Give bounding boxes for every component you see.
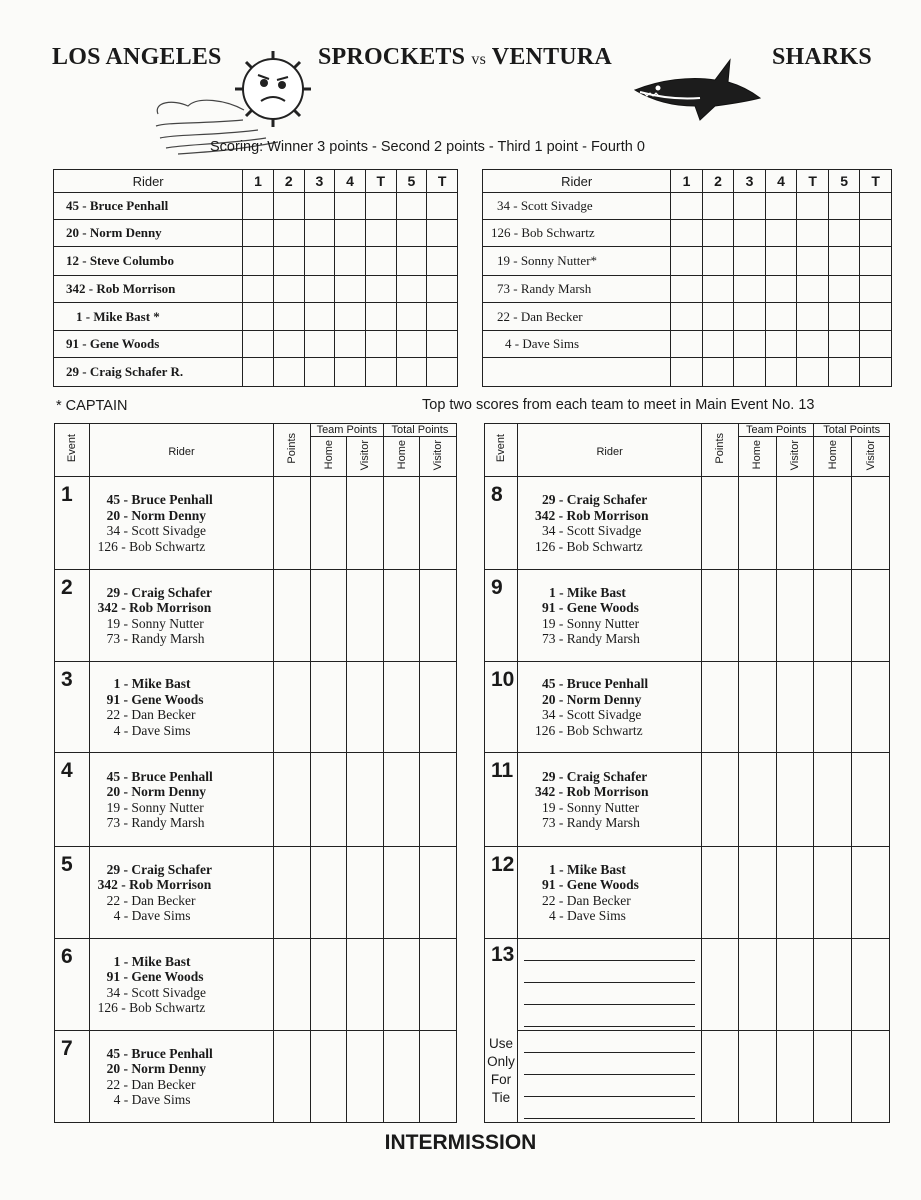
event-number: 6 <box>55 939 90 1031</box>
col-total-points: Total Points <box>814 424 890 437</box>
event-rider: 20 - Norm Denny <box>106 1061 207 1076</box>
main-event-entry-lines[interactable] <box>517 939 701 1031</box>
entry-line[interactable] <box>524 1074 695 1075</box>
event-rider: 1 - Mike Bast <box>548 584 626 600</box>
event-riders <box>89 570 274 662</box>
event-riders <box>517 662 701 753</box>
event-rider: 19 - Sonny Nutter <box>541 615 640 631</box>
col-5: 5 <box>828 170 860 193</box>
tie-note-line: Only <box>487 1054 515 1069</box>
table-row <box>483 220 892 247</box>
col-event-label: Event <box>65 434 78 463</box>
event-rider: 45 - Bruce Penhall <box>106 1045 213 1061</box>
tie-note-line: For <box>490 1072 512 1087</box>
entry-line[interactable] <box>524 1118 695 1119</box>
tie-entry-lines[interactable] <box>517 1031 701 1123</box>
event-rider: 1 - Mike Bast <box>113 676 191 691</box>
event-rider: 22 - Dan Becker <box>106 1076 196 1092</box>
event-row <box>55 1031 457 1123</box>
entry-line[interactable] <box>524 1004 695 1005</box>
event-number: 4 <box>55 753 90 847</box>
event-rider: 126 - Bob Schwartz <box>97 538 206 554</box>
rider-name: 73 - Randy Marsh <box>483 276 671 303</box>
event-rider: 29 - Craig Schafer <box>541 492 648 507</box>
event-rider: 20 - Norm Denny <box>106 784 207 799</box>
rider-name: 19 - Sonny Nutter* <box>483 247 671 276</box>
event-row <box>485 570 890 662</box>
event-number: 5 <box>55 847 90 939</box>
rider-name: 1 - Mike Bast * <box>54 303 243 331</box>
visitor-rider-scorecard <box>482 169 892 387</box>
event-rider: 91 - Gene Woods <box>106 969 204 984</box>
event-rider: 342 - Rob Morrison <box>97 600 212 615</box>
col-5: 5 <box>396 170 427 193</box>
event-row <box>55 753 457 847</box>
rider-name: 20 - Norm Denny <box>54 220 243 247</box>
event-row <box>485 847 890 939</box>
home-team-label: SPROCKETS <box>318 44 466 70</box>
col-t: T <box>797 170 829 193</box>
home-team-name <box>318 44 612 71</box>
col-total-points: Total Points <box>383 424 456 437</box>
table-row <box>54 358 458 387</box>
tie-row <box>485 1031 890 1123</box>
event-rider: 20 - Norm Denny <box>106 507 207 523</box>
table-row <box>54 220 458 247</box>
col-points-label: Points <box>286 433 299 464</box>
shark-logo-icon <box>630 58 765 124</box>
event-rider: 19 - Sonny Nutter <box>106 799 204 815</box>
event-rider: 126 - Bob Schwartz <box>534 538 643 554</box>
col-total-home-label: Home <box>395 440 408 470</box>
table-row <box>483 303 892 331</box>
event-number: 8 <box>485 477 518 570</box>
event-number: 12 <box>485 847 518 939</box>
event-rider: 34 - Scott Sivadge <box>541 707 642 722</box>
event-row <box>55 570 457 662</box>
event-number: 11 <box>485 753 518 847</box>
event-rider: 45 - Bruce Penhall <box>106 492 213 507</box>
event-rider: 45 - Bruce Penhall <box>541 676 649 691</box>
table-row <box>483 358 892 387</box>
event-riders <box>89 1031 274 1123</box>
col-total-visitor <box>420 437 457 477</box>
scoring-note: Scoring: Winner 3 points - Second 2 points - Third 1 point - Fourth 0 <box>210 139 645 155</box>
event-rider: 45 - Bruce Penhall <box>106 768 213 784</box>
event-rider: 73 - Randy Marsh <box>106 815 205 830</box>
entry-line[interactable] <box>524 960 695 961</box>
event-number: 3 <box>55 662 90 753</box>
event-rider: 34 - Scott Sivadge <box>106 984 207 1000</box>
col-1: 1 <box>243 170 274 193</box>
table-row <box>54 331 458 358</box>
rider-name: 4 - Dave Sims <box>483 331 671 358</box>
home-team-city: LOS ANGELES <box>52 44 222 70</box>
entry-line[interactable] <box>524 1096 695 1097</box>
events-table-left <box>54 423 457 1123</box>
event-number: 2 <box>55 570 90 662</box>
event-riders <box>517 847 701 939</box>
col-t: T <box>365 170 396 193</box>
col-4: 4 <box>335 170 366 193</box>
event-riders <box>89 939 274 1031</box>
table-row <box>483 331 892 358</box>
col-team-visitor <box>347 437 384 477</box>
main-event-note: Top two scores from each team to meet in Main Event No. 13 <box>422 397 815 413</box>
tie-note-line: Tie <box>491 1090 511 1105</box>
col-team-home <box>310 437 347 477</box>
event-number: 7 <box>55 1031 90 1123</box>
event-rider: 1 - Mike Bast <box>113 953 191 969</box>
event-riders <box>89 753 274 847</box>
table-row <box>54 303 458 331</box>
event-rider: 19 - Sonny Nutter <box>541 799 640 815</box>
event-rider: 19 - Sonny Nutter <box>106 615 204 631</box>
event-rider: 20 - Norm Denny <box>541 691 642 707</box>
rider-name <box>483 358 671 387</box>
event-rider: 22 - Dan Becker <box>106 892 196 908</box>
rider-name: 34 - Scott Sivadge <box>483 193 671 220</box>
event-row-13 <box>485 939 890 1031</box>
tie-note-line: Use <box>488 1036 513 1051</box>
rider-name: 22 - Dan Becker <box>483 303 671 331</box>
col-2: 2 <box>273 170 304 193</box>
col-rider: Rider <box>517 424 701 477</box>
event-rider: 34 - Scott Sivadge <box>541 523 642 538</box>
col-points <box>702 424 739 477</box>
visitor-team-city: VENTURA <box>491 44 612 70</box>
col-3: 3 <box>304 170 335 193</box>
event-rider: 342 - Rob Morrison <box>534 784 649 799</box>
rider-name: 12 - Steve Columbo <box>54 247 243 276</box>
rider-name: 126 - Bob Schwartz <box>483 220 671 247</box>
event-rider: 126 - Bob Schwartz <box>534 722 643 738</box>
col-event <box>485 424 518 477</box>
entry-line[interactable] <box>524 1026 695 1027</box>
event-row <box>485 477 890 570</box>
event-rider: 22 - Dan Becker <box>106 707 196 722</box>
rider-name: 45 - Bruce Penhall <box>54 193 243 220</box>
events-table-right <box>484 423 890 1123</box>
event-rider: 4 - Dave Sims <box>548 908 626 923</box>
event-rider: 22 - Dan Becker <box>541 892 631 908</box>
col-points <box>274 424 310 477</box>
event-rider: 91 - Gene Woods <box>541 600 639 615</box>
col-team-home-label: Home <box>751 440 764 470</box>
home-rider-scorecard <box>53 169 458 387</box>
table-row <box>483 276 892 303</box>
col-team-visitor <box>776 437 814 477</box>
event-rider: 126 - Bob Schwartz <box>97 1000 206 1015</box>
captain-note: * CAPTAIN <box>56 398 128 414</box>
col-total-home <box>814 437 852 477</box>
rider-name: 29 - Craig Schafer R. <box>54 358 243 387</box>
event-13-label: 13 <box>491 943 515 966</box>
event-rider: 342 - Rob Morrison <box>97 877 212 892</box>
event-row <box>485 662 890 753</box>
col-4: 4 <box>765 170 797 193</box>
event-row <box>485 753 890 847</box>
event-number: 1 <box>55 477 90 570</box>
col-points-label: Points <box>714 433 727 464</box>
event-rider: 1 - Mike Bast <box>548 861 626 877</box>
event-rider: 342 - Rob Morrison <box>534 507 649 523</box>
event-row <box>55 847 457 939</box>
event-number <box>485 939 518 1123</box>
col-rider: Rider <box>483 170 671 193</box>
table-row <box>483 193 892 220</box>
col-total-home-label: Home <box>826 440 839 470</box>
event-riders <box>517 570 701 662</box>
visitor-team-name: SHARKS <box>772 44 872 70</box>
col-2: 2 <box>702 170 734 193</box>
event-number: 9 <box>485 570 518 662</box>
event-rider: 4 - Dave Sims <box>113 722 191 738</box>
event-rider: 34 - Scott Sivadge <box>106 523 207 538</box>
event-rider: 4 - Dave Sims <box>113 1092 191 1107</box>
event-rider: 91 - Gene Woods <box>106 691 204 707</box>
col-rider: Rider <box>89 424 274 477</box>
table-row <box>54 193 458 220</box>
table-row <box>483 247 892 276</box>
event-riders <box>517 753 701 847</box>
event-row <box>55 477 457 570</box>
col-3: 3 <box>734 170 766 193</box>
col-total-home <box>383 437 420 477</box>
rider-name: 342 - Rob Morrison <box>54 276 243 303</box>
table-row <box>54 247 458 276</box>
event-riders <box>517 477 701 570</box>
tie-note <box>485 1035 517 1107</box>
event-number: 10 <box>485 662 518 753</box>
event-rider: 29 - Craig Schafer <box>106 861 212 877</box>
event-rider: 29 - Craig Schafer <box>541 768 648 784</box>
event-rider: 4 - Dave Sims <box>113 908 191 923</box>
event-rider: 73 - Randy Marsh <box>541 815 640 830</box>
col-team-points: Team Points <box>739 424 814 437</box>
intermission-footer: INTERMISSION <box>384 1131 537 1154</box>
col-team-points: Team Points <box>310 424 383 437</box>
col-team-home-label: Home <box>322 440 335 470</box>
event-rider: 73 - Randy Marsh <box>541 631 640 646</box>
event-riders <box>89 847 274 939</box>
rider-name: 91 - Gene Woods <box>54 331 243 358</box>
event-riders <box>89 477 274 570</box>
col-t2: T <box>427 170 458 193</box>
col-t2: T <box>860 170 892 193</box>
event-rider: 73 - Randy Marsh <box>106 631 205 646</box>
col-team-visitor-label: Visitor <box>789 439 802 471</box>
event-rider: 91 - Gene Woods <box>541 877 639 892</box>
col-total-visitor-label: Visitor <box>864 439 877 471</box>
versus-label: vs <box>471 51 487 68</box>
entry-line[interactable] <box>524 982 695 983</box>
col-event-label: Event <box>494 434 507 463</box>
event-rider: 29 - Craig Schafer <box>106 584 212 600</box>
event-riders <box>89 662 274 753</box>
col-total-visitor <box>852 437 890 477</box>
col-team-home <box>739 437 777 477</box>
event-row <box>55 662 457 753</box>
col-event <box>55 424 90 477</box>
col-total-visitor-label: Visitor <box>432 439 445 471</box>
table-row <box>54 276 458 303</box>
col-rider: Rider <box>54 170 243 193</box>
col-1: 1 <box>671 170 703 193</box>
entry-line[interactable] <box>524 1052 695 1053</box>
col-team-visitor-label: Visitor <box>359 439 372 471</box>
event-row <box>55 939 457 1031</box>
